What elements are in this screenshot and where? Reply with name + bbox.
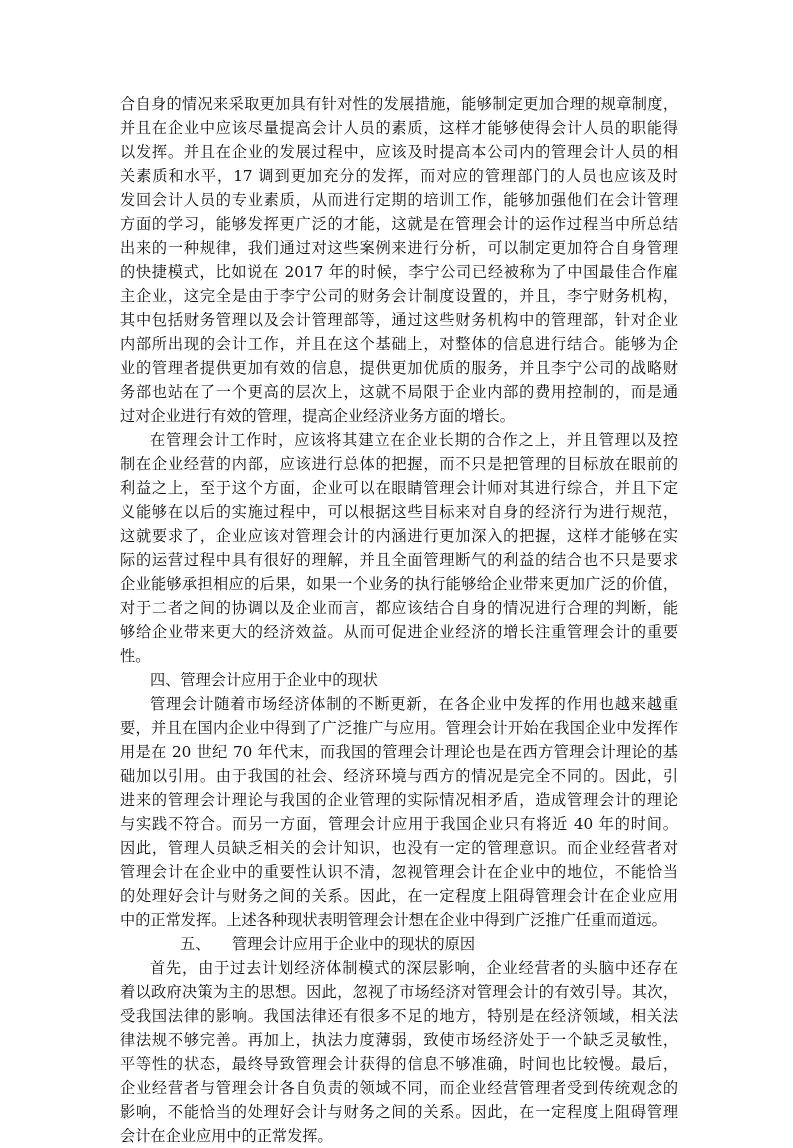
text-line: 制在企业经营的内部，应该进行总体的把握，而不只是把管理的目标放在眼前的 — [120, 455, 678, 473]
document-page — [120, 92, 678, 1148]
text-line: 进来的管理会计理论与我国的企业管理的实际情况相矛盾，造成管理会计的理论 — [120, 791, 678, 809]
text-line: 性。 — [120, 647, 151, 665]
text-line: 与实践不符合。而另一方面，管理会计应用于我国企业只有将近 40 年的时间。 — [120, 815, 678, 833]
text-line: 企业能够承担相应的后果，如果一个业务的执行能够给企业带来更加广泛的价值， — [120, 575, 678, 593]
text-line: 够给企业带来更大的经济效益。从而可促进企业经济的增长注重管理会计的重要 — [120, 623, 678, 641]
text-line: 律法规不够完善。再加上，执法力度薄弱，致使市场经济处于一个缺乏灵敏性， — [120, 1031, 678, 1049]
text-line: 际的运营过程中具有很好的理解，并且全面管理断气的利益的结合也不只是要求 — [120, 551, 678, 569]
text-line: 平等性的状态，最终导致管理会计获得的信息不够准确，时间也比较慢。最后， — [120, 1055, 678, 1073]
section-title: 管理会计应用于企业中的现状的原因 — [232, 935, 475, 953]
text-line: 内部所出现的会计工作，并且在这个基础上，对整体的信息进行结合。能够为企 — [120, 335, 678, 353]
text-line: 的处理好会计与财务之间的关系。因此，在一定程度上阻碍管理会计在企业应用 — [120, 887, 678, 905]
text-line: 在管理会计工作时，应该将其建立在企业长期的合作之上，并且管理以及控 — [150, 431, 678, 449]
text-line: 这就要求了，企业应该对管理会计的内涵进行更加深入的把握，这样才能够在实 — [120, 527, 678, 545]
text-line: 影响，不能恰当的处理好会计与财务之间的关系。因此，在一定程度上阻碍管理 — [120, 1103, 678, 1121]
paragraph-long-term-cooperation — [120, 428, 678, 668]
paragraph-intro-continued — [120, 92, 678, 428]
text-line: 关素质和水平，17 调到更加充分的发挥，而对应的管理部门的人员也应该及时 — [120, 167, 678, 185]
paragraph-current-status — [120, 692, 678, 932]
text-line: 合自身的情况来采取更加具有针对性的发展措施，能够制定更加合理的规章制度， — [120, 95, 678, 113]
text-line: 会计在企业应用中的正常发挥。 — [120, 1127, 333, 1145]
text-line: 企业经营者与管理会计各自负责的领域不同，而企业经营管理者受到传统观念的 — [120, 1079, 678, 1097]
text-line: 并且在企业中应该尽量提高会计人员的素质，这样才能够使得会计人员的职能得 — [120, 119, 678, 137]
text-line: 利益之上，至于这个方面，企业可以在眼睛管理会计师对其进行综合，并且下定 — [120, 479, 678, 497]
text-line: 管理会计在企业中的重要性认识不清，忽视管理会计在企业中的地位，不能恰当 — [120, 863, 678, 881]
text-line: 着以政府决策为主的思想。因此，忽视了市场经济对管理会计的有效引导。其次， — [120, 983, 678, 1001]
text-line: 因此，管理人员缺乏相关的会计知识，也没有一定的管理意识。而企业经营者对 — [120, 839, 678, 857]
text-line: 其中包括财务管理以及会计管理部等，通过这些财务机构中的管理部，针对企业 — [120, 311, 678, 329]
text-line: 要，并且在国内企业中得到了广泛推广与应用。管理会计开始在我国企业中发挥作 — [120, 719, 678, 737]
text-line: 对于二者之间的协调以及企业而言，都应该结合自身的情况进行合理的判断，能 — [120, 599, 678, 617]
text-line: 用是在 20 世纪 70 年代末，而我国的管理会计理论也是在西方管理会计理论的基 — [120, 743, 678, 761]
text-line: 主企业，这完全是由于李宁公司的财务会计制度设置的，并且，李宁财务机构， — [120, 287, 678, 305]
text-line: 业的管理者提供更加有效的信息，提供更加优质的服务，并且李宁公司的战略财 — [120, 359, 678, 377]
text-line: 发回会计人员的专业素质，从而进行定期的培训工作，能够加强他们在会计管理 — [120, 191, 678, 209]
text-line: 的快捷模式，比如说在 2017 年的时候，李宁公司已经被称为了中国最佳合作雇 — [120, 263, 678, 281]
text-line: 务部也站在了一个更高的层次上，这就不局限于企业内部的费用控制的，而是通 — [120, 383, 678, 401]
section-heading — [120, 932, 678, 956]
text-line: 过对企业进行有效的管理，提高企业经济业务方面的增长。 — [120, 407, 515, 425]
text-line: 方面的学习，能够发挥更广泛的才能，这就是在管理会计的运作过程当中所总结 — [120, 215, 678, 233]
text-line: 础加以引用。由于我国的社会、经济环境与西方的情况是完全不同的。因此，引 — [120, 767, 678, 785]
text-line: 以发挥。并且在企业的发展过程中，应该及时提高本公司内的管理会计人员的相 — [120, 143, 678, 161]
text-line: 中的正常发挥。上述各种现状表明管理会计想在企业中得到广泛推广任重而道远。 — [120, 911, 667, 929]
text-line: 管理会计随着市场经济体制的不断更新，在各企业中发挥的作用也越来越重 — [150, 695, 678, 713]
text-line: 受我国法律的影响。我国法律还有很多不足的地方，特别是在经济领域，相关法 — [120, 1007, 678, 1025]
text-line: 义能够在以后的实施过程中，可以根据这些目标来对自身的经济行为进行规范， — [120, 503, 678, 521]
section-heading: 四、管理会计应用于企业中的现状 — [150, 671, 378, 689]
text-line: 首先，由于过去计划经济体制模式的深层影响，企业经营者的头脑中还存在 — [150, 959, 678, 977]
text-line: 出来的一种规律，我们通过对这些案例来进行分析，可以制定更加符合自身管理 — [120, 239, 678, 257]
section-number: 五、 — [180, 935, 211, 953]
paragraph-reasons — [120, 956, 678, 1148]
